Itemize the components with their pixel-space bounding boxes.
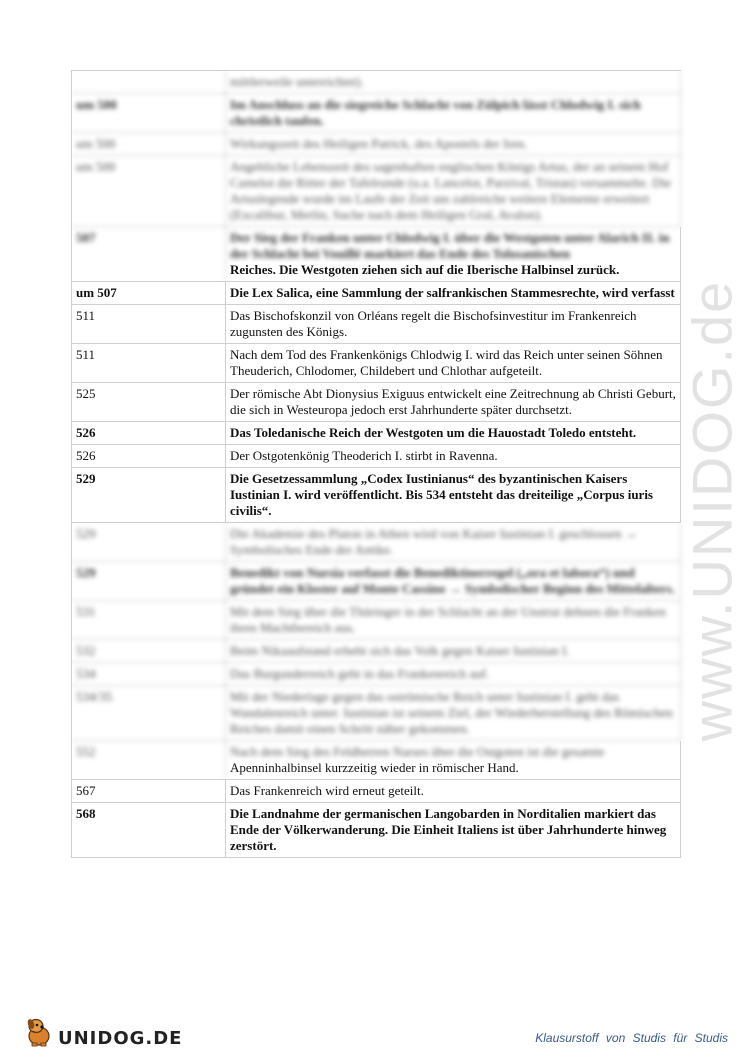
- table-row: [72, 422, 681, 445]
- year-cell: 568: [72, 803, 226, 857]
- year-cell: 567: [72, 780, 226, 802]
- table-row: [72, 71, 681, 94]
- event-cell: Der römische Abt Dionysius Exiguus entwickelt eine Zeitrechnung ab Christi Geburt, die sich in Westeuropa jedoch erst Jahrhunderte später durchsetzt.: [226, 383, 681, 421]
- table-row: [72, 227, 681, 282]
- event-cell: Angebliche Lebenszeit des sagenhaften englischen Königs Artus, der an seinem Hof Camelot die Ritter der Tafelrunde (u.a. Lancelot, Parzival, Tristan) versammelte. Die Artuslegende wurde im Laufe der Zeit um zahlreiche weitere Elemente erweitert (Excalibur, Merlin, Suche nach dem Heiligen Gral, Avalon).: [226, 156, 681, 226]
- table-row: [72, 523, 681, 562]
- year-cell: 526: [72, 445, 226, 467]
- year-cell: 534/35: [72, 686, 226, 740]
- table-row: [72, 780, 681, 803]
- table-row: [72, 282, 681, 305]
- event-text-blurred: Nach dem Sieg des Feldherren Narses über die Ostgoten ist die gesamte: [230, 744, 605, 759]
- year-cell: 529: [72, 562, 226, 600]
- event-cell: Im Anschluss an die siegreiche Schlacht von Zülpich lässt Chlodwig I. sich christlich taufen.: [226, 94, 681, 132]
- event-cell: Das Bischofskonzil von Orléans regelt die Bischofsinvestitur im Frankenreich zugunsten des Königs.: [226, 305, 681, 343]
- event-cell: Wirkungszeit des Heiligen Patrick, des Apostels der Iren.: [226, 133, 681, 155]
- watermark-text: www.UNIDOG.de: [680, 279, 744, 741]
- event-text-blurred: Der Sieg der Franken unter Chlodwig I. über die Westgoten unter Alarich II. in der Schlacht bei Vouillé markiert das Ende des Tolosanischen: [230, 230, 670, 261]
- event-cell: Das Frankenreich wird erneut geteilt.: [226, 780, 681, 802]
- logo: [22, 1014, 182, 1053]
- event-cell: Benedikt von Nursia verfasst die Benediktinerregel („ora et labora“) und gründet ein Kloster auf Monte Cassino → Symbolischer Beginn des Mittelalters.: [226, 562, 681, 600]
- event-cell: Die Gesetzessammlung „Codex Iustinianus“ des byzantinischen Kaisers Iustinian I. wird veröffentlicht. Bis 534 entsteht das dreiteilige „Corpus iuris civilis“.: [226, 468, 681, 522]
- year-cell: 511: [72, 305, 226, 343]
- event-cell: Die Lex Salica, eine Sammlung der salfrankischen Stammesrechte, wird verfasst: [226, 282, 681, 304]
- table-row: [72, 663, 681, 686]
- footer-tagline: Klausurstoff von Studis für Studis: [535, 1031, 728, 1045]
- table-row: [72, 640, 681, 663]
- event-cell: Die Landnahme der germanischen Langobarden in Norditalien markiert das Ende der Völkerwanderung. Die Einheit Italiens ist über Jahrhunderte hinweg zerstört.: [226, 803, 681, 857]
- year-cell: 511: [72, 344, 226, 382]
- watermark: [682, 250, 742, 770]
- year-cell: 552: [72, 741, 226, 779]
- table-row: [72, 468, 681, 523]
- table-row: [72, 741, 681, 780]
- event-cell: Das Toledanische Reich der Westgoten um die Hauostadt Toledo entsteht.: [226, 422, 681, 444]
- table-row: [72, 305, 681, 344]
- event-cell: Mit der Niederlage gegen das oströmische Reich unter Iustinian I. geht das Wandalenreich unter. Iustinian ist seinem Ziel, der Wiederherstellung des Römischen Reiches damit einen Schritt näher gekommen.: [226, 686, 681, 740]
- year-cell: um 507: [72, 282, 226, 304]
- table-row: [72, 94, 681, 133]
- table-row: [72, 562, 681, 601]
- event-cell: Mit dem Sieg über die Thüringer in der Schlacht an der Unstrut dehnen die Franken ihren Machtbereich aus.: [226, 601, 681, 639]
- year-cell: 529: [72, 523, 226, 561]
- dog-mascot-icon: [22, 1014, 56, 1053]
- event-cell: Die Akademie des Platon in Athen wird von Kaiser Iustinian I. geschlossen → Symbolisches Ende der Antike.: [226, 523, 681, 561]
- year-cell: 525: [72, 383, 226, 421]
- table-row: [72, 686, 681, 741]
- event-text-visible: Apenninhalbinsel kurzzeitig wieder in römischer Hand.: [230, 760, 519, 775]
- table-row: [72, 445, 681, 468]
- table-row: [72, 803, 681, 858]
- year-cell: um 500: [72, 94, 226, 132]
- table-row: [72, 344, 681, 383]
- timeline-table: [71, 70, 681, 858]
- event-cell: [226, 227, 681, 281]
- year-cell: 534: [72, 663, 226, 685]
- logo-text: UNIDOG.DE: [58, 1028, 183, 1049]
- event-cell: Das Burgunderreich geht in das Frankenreich auf.: [226, 663, 681, 685]
- year-cell: 532: [72, 640, 226, 662]
- event-cell: Der Ostgotenkönig Theoderich I. stirbt in Ravenna.: [226, 445, 681, 467]
- table-row: [72, 156, 681, 227]
- event-text-visible: Reiches. Die Westgoten ziehen sich auf die Iberische Halbinsel zurück.: [230, 262, 620, 277]
- event-cell: mittlerweile unterrichtet).: [226, 71, 681, 93]
- table-row: [72, 133, 681, 156]
- event-cell: Beim Nikaaufstand erhebt sich das Volk gegen Kaiser Iustinian I.: [226, 640, 681, 662]
- year-cell: um 500: [72, 133, 226, 155]
- year-cell: 529: [72, 468, 226, 522]
- table-row: [72, 601, 681, 640]
- table-row: [72, 383, 681, 422]
- year-cell: um 500: [72, 156, 226, 226]
- year-cell: 507: [72, 227, 226, 281]
- year-cell: 526: [72, 422, 226, 444]
- year-cell: 531: [72, 601, 226, 639]
- event-cell: Nach dem Tod des Frankenkönigs Chlodwig I. wird das Reich unter seinen Söhnen Theuderich, Chlodomer, Childebert und Chlothar aufgeteilt.: [226, 344, 681, 382]
- event-cell: [226, 741, 681, 779]
- year-cell: [72, 71, 226, 93]
